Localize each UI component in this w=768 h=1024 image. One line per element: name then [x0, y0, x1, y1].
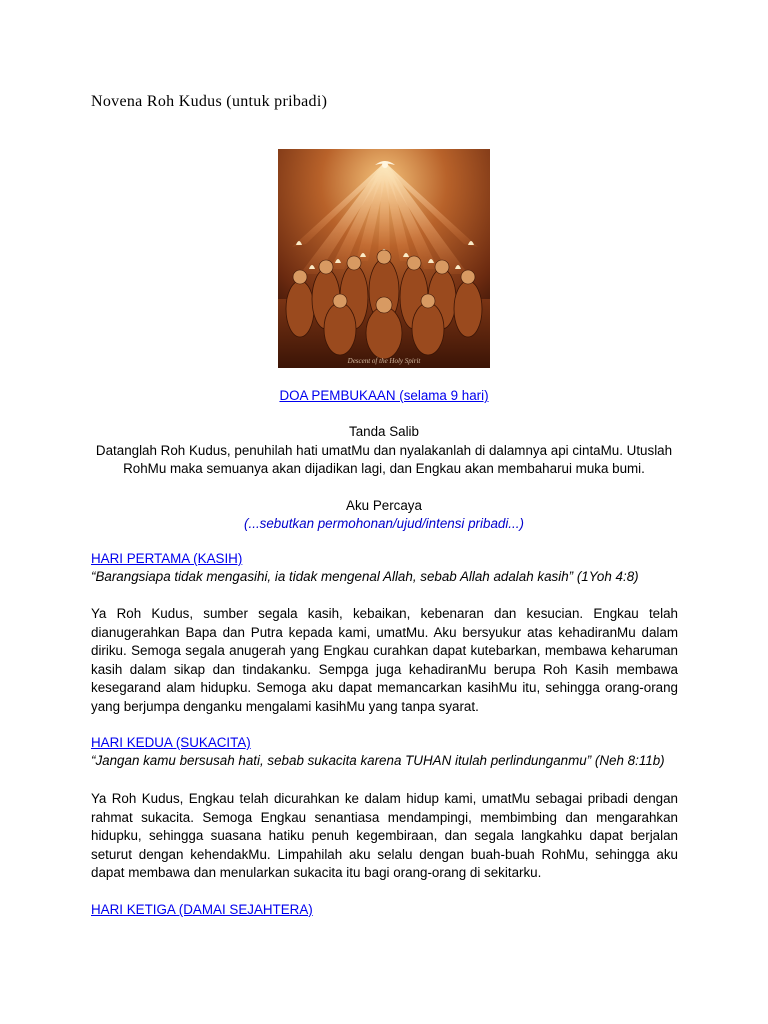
- opening-prayer-heading[interactable]: DOA PEMBUKAAN (selama 9 hari): [279, 388, 489, 403]
- day-2-heading[interactable]: HARI KEDUA (SUKACITA): [91, 735, 251, 750]
- creed-label: Aku Percaya: [346, 498, 422, 513]
- day-1-prayer: Ya Roh Kudus, sumber segala kasih, kebaikan, kebenaran dan kesucian. Engkau telah dianugerahkan Bapa dan Putra kepada kami, umatMu. Aku bersyukur atas kehadiranMu dalam diriku. Semoga segala anugerah yang Engkau curahkan dapat kutebarkan, membawa keharuman kasih dalam sikap dan tindakanku. Sempga juga kehadiranMu berupa Roh Kasih membawa kesegarand alam hidupku. Semoga aku dapat memancarkan kasihMu itu, sehingga orang-orang yang berjumpa denganku mengalami kasihMu yang tanpa syarat.: [91, 606, 678, 714]
- day-2-prayer: Ya Roh Kudus, Engkau telah dicurahkan ke dalam hidup kami, umatMu sebagai pribadi dengan rahmat sukacita. Semoga Engkau senantiasa mendampingi, membimbing dan mengarahkan hidupku, sehingga suasana hatiku penuh kegembiraan, dan segala langkahku dapat berjalan seturut dengan kehendakMu. Limpahilah aku selalu dengan buah-buah RohMu, sehingga aku dapat membawa dan menularkan sukacita itu bagi orang-orang di sekitarku.: [91, 791, 678, 881]
- sign-of-cross-label: Tanda Salib: [349, 424, 419, 439]
- day-2-quote: “Jangan kamu bersusah hati, sebab sukacita karena TUHAN itulah perlindunganmu” (Neh 8:11b): [91, 753, 665, 768]
- day-1-heading[interactable]: HARI PERTAMA (KASIH): [91, 551, 243, 566]
- intention-note: (...sebutkan permohonan/ujud/intensi pribadi...): [244, 516, 524, 531]
- document-title: Novena Roh Kudus (untuk pribadi): [91, 93, 328, 110]
- day-1-quote: “Barangsiapa tidak mengasihi, ia tidak mengenal Allah, sebab Allah adalah kasih” (1Yoh 4:8): [91, 569, 639, 584]
- pentecost-painting: [278, 149, 490, 368]
- painting-signature: Descent of the Holy Spirit: [347, 357, 421, 365]
- opening-prayer-text: Datanglah Roh Kudus, penuhilah hati umatMu dan nyalakanlah di dalamnya api cintaMu. Utuslah RohMu maka semuanya akan dijadikan lagi, dan Engkau akan membaharui muka bumi.: [95, 443, 673, 476]
- day-3-heading[interactable]: HARI KETIGA (DAMAI SEJAHTERA): [91, 902, 313, 917]
